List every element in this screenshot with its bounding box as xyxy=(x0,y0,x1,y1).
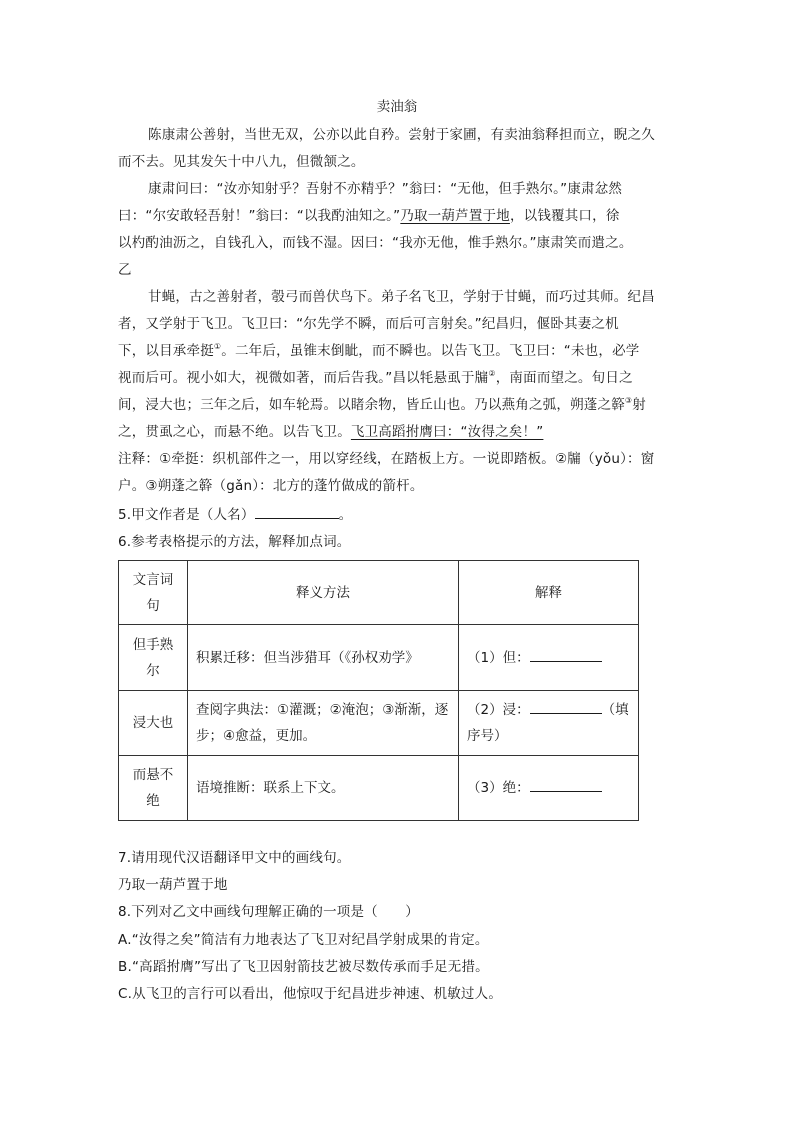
passage-jia-line: 以杓酌油沥之，自钱孔入，而钱不湿。因曰：“我亦无他，惟手熟尔。”康肃笑而遣之。 xyxy=(118,235,633,251)
question-text: 5.甲文作者是（人名） xyxy=(118,507,255,523)
table-row xyxy=(119,756,639,821)
underlined-sentence-yi: 飞卫高蹈拊膺曰：“汝得之矣！” xyxy=(350,424,544,440)
passage-text: 射 xyxy=(632,397,646,413)
passage-yi-line xyxy=(118,395,646,415)
answer-suffix: （填序号） xyxy=(467,702,629,744)
passage-jia-line: 陈康肃公善射，当世无双，公亦以此自矜。尝射于家圃，有卖油翁释担而立，睨之久 xyxy=(148,127,655,143)
underlined-sentence-jia: 乃取一葫芦置于地 xyxy=(400,208,510,224)
answer-prefix: （1）但： xyxy=(467,649,530,666)
passage-text: 视而后可。视小如大，视微如著，而后告我。”昌以牦悬虱于牖 xyxy=(118,370,489,386)
passage-text: ，南面而望之。旬日之 xyxy=(495,370,633,386)
label-yi: 乙 xyxy=(118,262,132,278)
translation-sentence: 乃取一葫芦置于地 xyxy=(118,877,228,893)
method-cell: 积累迁移：但当涉猎耳（《孙权劝学》 xyxy=(188,625,459,691)
word-cell: 浸大也 xyxy=(119,691,188,756)
answer-prefix: （3）绝： xyxy=(467,780,530,796)
answer-blank[interactable] xyxy=(530,779,602,792)
explanation-table xyxy=(118,560,639,821)
passage-jia-line xyxy=(118,206,620,226)
footnote-marker: ① xyxy=(213,342,222,351)
method-cell: 语境推断：联系上下文。 xyxy=(188,756,459,821)
passage-text: ，以钱覆其口，徐 xyxy=(509,208,620,224)
footnote-marker: ③ xyxy=(624,396,633,405)
table-row xyxy=(119,691,639,756)
passage-text: 曰：“尔安敢轻吾射！”翁曰：“以我酌油知之。” xyxy=(118,208,401,224)
footnote-marker: ② xyxy=(488,369,496,378)
option-c[interactable]: C.从飞卫的言行可以看出，他惊叹于纪昌进步神速、机敏过人。 xyxy=(118,986,503,1002)
table-header-cell: 文言词句 xyxy=(119,561,188,625)
passage-yi-line: 甘蝇，古之善射者，彀弓而兽伏鸟下。弟子名飞卫，学射于甘蝇，而巧过其师。纪昌 xyxy=(148,289,655,305)
method-cell: 查阅字典法：①灌溉；②淹泡；③渐渐，逐步；④愈益，更加。 xyxy=(188,691,459,756)
option-a[interactable]: A.“汝得之矣”简洁有力地表达了飞卫对纪昌学射成果的肯定。 xyxy=(118,932,489,948)
passage-yi-line xyxy=(118,368,633,388)
answer-blank[interactable] xyxy=(530,649,602,662)
passage-yi-line xyxy=(118,341,639,361)
passage-text: 间，浸大也；三年之后，如车轮焉。以睹余物，皆丘山也。乃以燕角之弧，朔蓬之簳 xyxy=(118,397,625,413)
word-cell: 但手熟尔 xyxy=(119,625,188,691)
passage-text: 之，贯虱之心，而悬不绝。以告飞卫。 xyxy=(118,424,351,440)
table-row xyxy=(119,625,639,691)
passage-yi-line xyxy=(118,422,543,442)
question-8: 8.下列对乙文中画线句理解正确的一项是（ ） xyxy=(118,904,419,920)
passage-title: 卖油翁 xyxy=(376,99,418,115)
passage-text: 下，以目承牵挺 xyxy=(118,343,214,359)
answer-cell xyxy=(459,625,639,691)
notes-line: 户。③朔蓬之簳（gǎn）：北方的蓬竹做成的箭杆。 xyxy=(118,478,424,494)
question-5 xyxy=(118,505,352,525)
question-7: 7.请用现代汉语翻译甲文中的画线句。 xyxy=(118,850,351,866)
answer-blank[interactable] xyxy=(530,701,602,714)
question-6: 6.参考表格提示的方法，解释加点词。 xyxy=(118,534,351,550)
answer-cell xyxy=(459,756,639,821)
answer-prefix: （2）浸： xyxy=(467,702,530,718)
table-header-cell: 解释 xyxy=(459,561,639,625)
passage-jia-line: 康肃问曰：“汝亦知射乎？吾射不亦精乎？”翁曰：“无他，但手熟尔。”康肃忿然 xyxy=(148,181,623,197)
table-header-row xyxy=(119,561,639,625)
answer-blank[interactable] xyxy=(255,506,339,519)
passage-yi-line: 者，又学射于飞卫。飞卫曰：“尔先学不瞬，而后可言射矣。”纪昌归，偃卧其妻之机 xyxy=(118,316,619,332)
passage-text: 。二年后，虽锥末倒眦，而不瞬也。以告飞卫。飞卫曰：“未也，必学 xyxy=(221,343,640,359)
word-cell: 而悬不绝 xyxy=(119,756,188,821)
option-b[interactable]: B.“高蹈拊膺”写出了飞卫因射箭技艺被尽数传承而手足无措。 xyxy=(118,959,489,975)
notes-line: 注释：①牵挺：织机部件之一，用以穿经线，在踏板上方。一说即踏板。②牖（yǒu）：窗 xyxy=(118,451,655,467)
answer-cell xyxy=(459,691,639,756)
table-header-cell: 释义方法 xyxy=(188,561,459,625)
question-text: 。 xyxy=(338,507,353,523)
passage-jia-line: 而不去。见其发矢十中八九，但微颔之。 xyxy=(118,154,365,170)
